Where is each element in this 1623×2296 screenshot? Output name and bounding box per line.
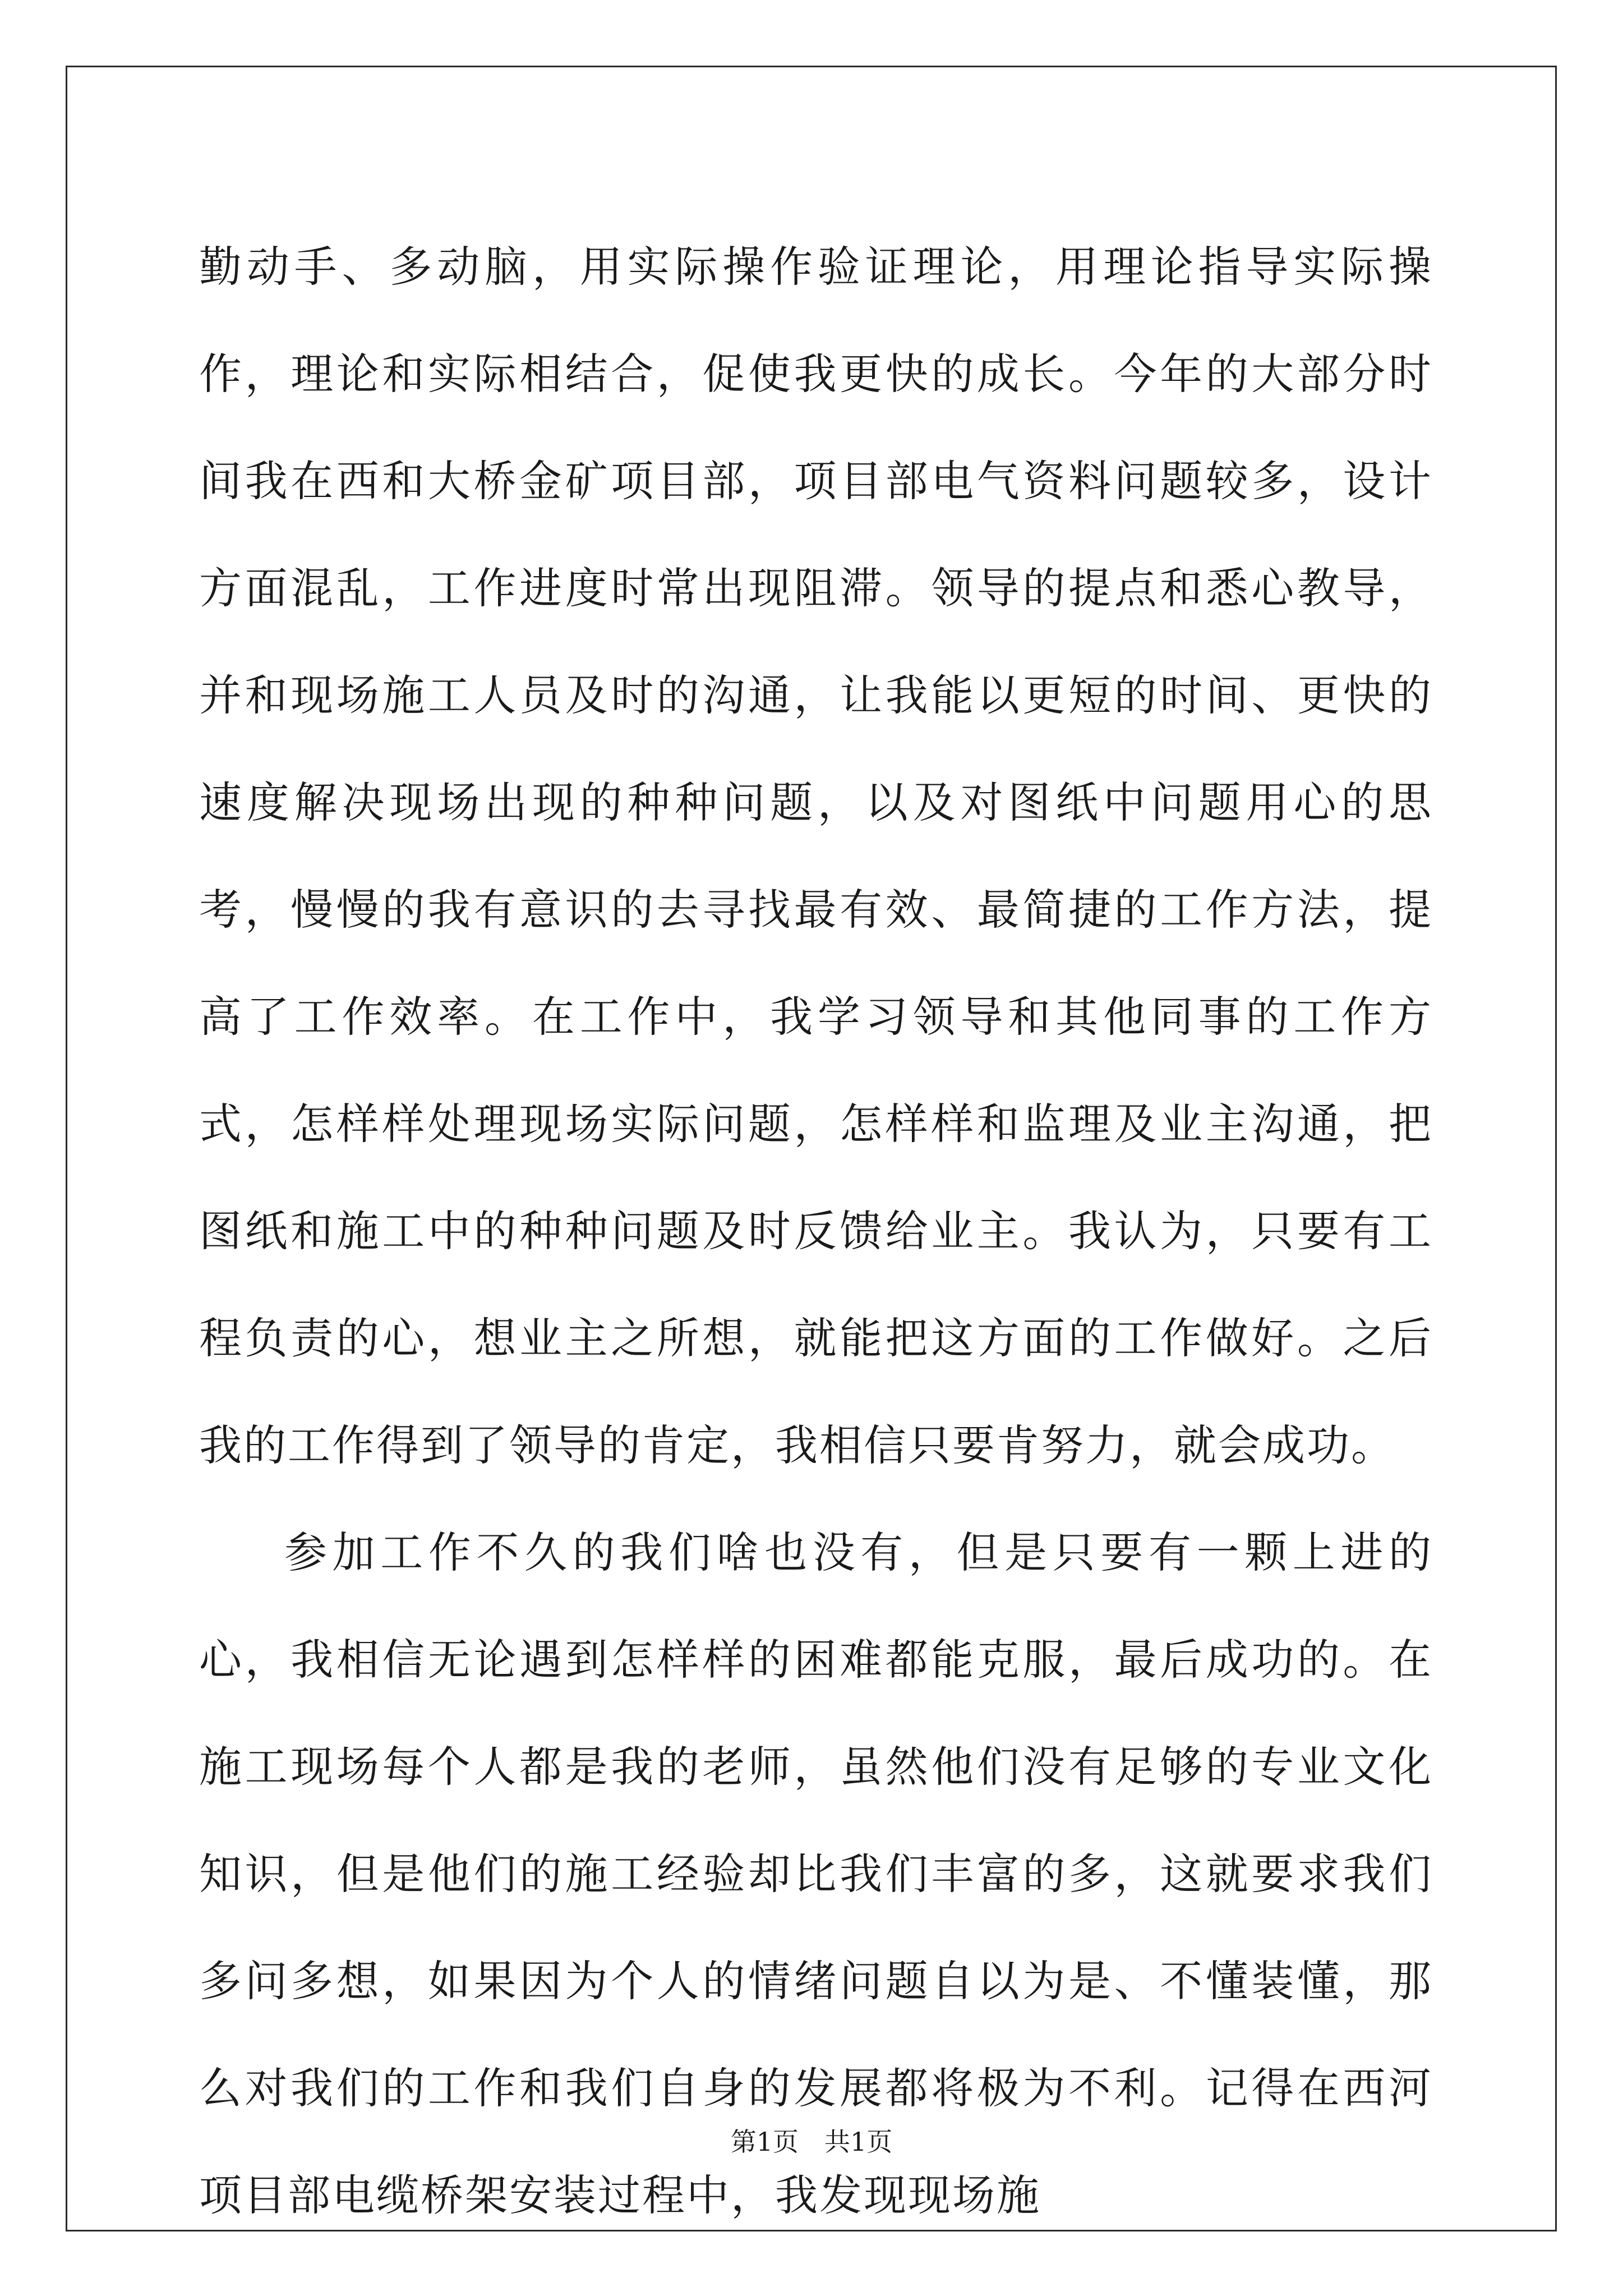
page-footer: 第1页 共1页 [730,2127,893,2157]
document-body [199,213,1433,2249]
paragraph-1: 勤动手、多动脑，用实际操作验证理论，用理论指导实际操作，理论和实际相结合，促使我更快的成长。今年的大部分时间我在西和大桥金矿项目部，项目部电气资料问题较多，设计方面混乱，工作进度时常出现阻滞。领导的提点和悉心教导，并和现场施工人员及时的沟通，让我能以更短的时间、更快的速度解决现场出现的种种问题，以及对图纸中问题用心的思考，慢慢的我有意识的去寻找最有效、最简捷的工作方法，提高了工作效率。在工作中，我学习领导和其他同事的工作方式，怎样样处理现场实际问题，怎样样和监理及业主沟通，把图纸和施工中的种种问题及时反馈给业主。我认为，只要有工程负责的心，想业主之所想，就能把这方面的工作做好。之后我的工作得到了领导的肯定，我相信只要肯努力，就会成功。 [199,242,1433,1470]
paragraph-2: 参加工作不久的我们啥也没有，但是只要有一颗上进的心，我相信无论遇到怎样样的困难都能克服，最后成功的。在施工现场每个人都是我的老师，虽然他们没有足够的专业文化知识，但是他们的施工经验却比我们丰富的多，这就要求我们多问多想，如果因为个人的情绪问题自以为是、不懂装懂，那么对我们的工作和我们自身的发展都将极为不利。记得在西河项目部电缆桥架安装过程中，我发现现场施 [199,1527,1433,2220]
